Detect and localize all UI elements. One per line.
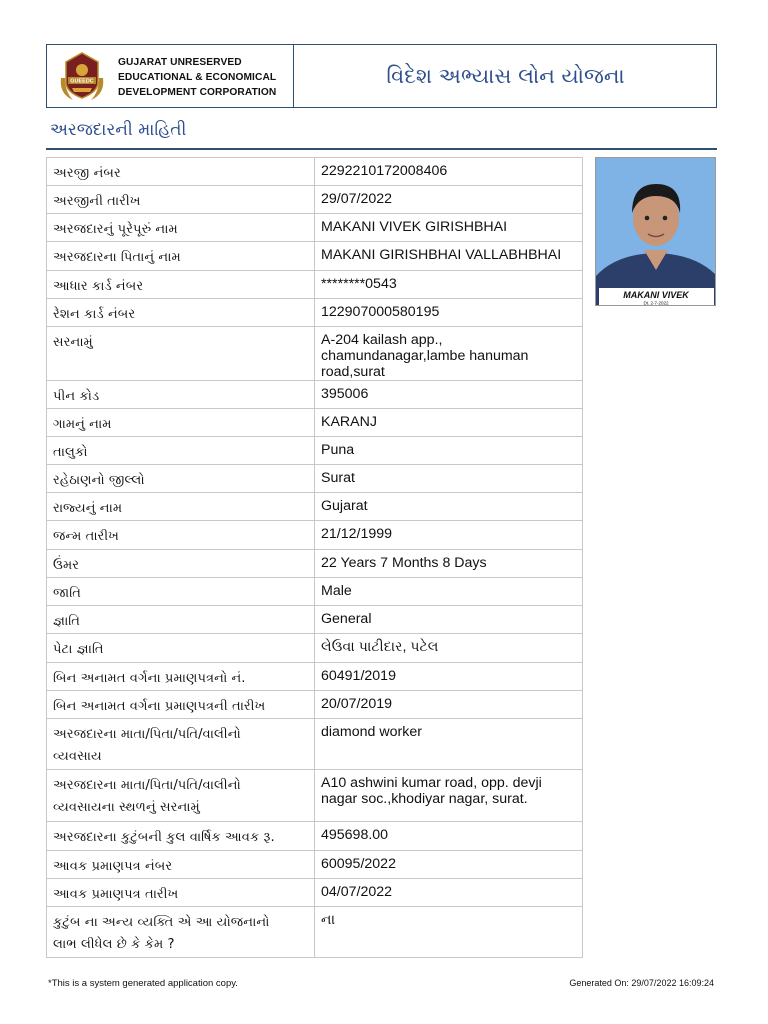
info-row <box>47 822 583 851</box>
info-row <box>47 242 583 271</box>
field-value: લેઉવા પાટીદાર, પટેલ <box>315 634 583 663</box>
field-value: A-204 kailash app., chamundanagar,lambe hanuman road,surat <box>315 327 583 381</box>
field-value: ********0543 <box>315 271 583 299</box>
field-value: A10 ashwini kumar road, opp. devji nagar soc.,khodiyar nagar, surat. <box>315 770 583 822</box>
field-value: MAKANI VIVEK GIRISHBHAI <box>315 214 583 242</box>
field-value: 22 Years 7 Months 8 Days <box>315 550 583 578</box>
field-label: આવક પ્રમાણપત્ર નંબર <box>47 851 315 879</box>
field-label: ગામનું નામ <box>47 409 315 437</box>
field-label: પીન કોડ <box>47 381 315 409</box>
field-value: 04/07/2022 <box>315 879 583 907</box>
footer-generated: Generated On: 29/07/2022 16:09:24 <box>569 978 714 988</box>
field-label: રેશન કાર્ડ નંબર <box>47 299 315 327</box>
info-row <box>47 271 583 299</box>
field-label: આવક પ્રમાણપત્ર તારીખ <box>47 879 315 907</box>
field-label: બિન અનામત વર્ગના પ્રમાણપત્રનો નં. <box>47 663 315 691</box>
field-label: બિન અનામત વર્ગના પ્રમાણપત્રની તારીખ <box>47 691 315 719</box>
info-row <box>47 663 583 691</box>
applicant-info-table <box>46 157 583 958</box>
field-value: 29/07/2022 <box>315 186 583 214</box>
info-row <box>47 299 583 327</box>
scheme-title: વિદેશ અભ્યાસ લોન યોજના <box>386 63 625 88</box>
info-row <box>47 691 583 719</box>
field-label: અરજદારના માતા/પિતા/પતિ/વાલીનો વ્યવસાય <box>47 719 315 770</box>
section-title: અરજદારની માહિતી <box>50 120 187 140</box>
field-label: જાતિ <box>47 578 315 606</box>
info-row <box>47 327 583 381</box>
info-row <box>47 493 583 521</box>
info-row <box>47 851 583 879</box>
info-row <box>47 578 583 606</box>
field-value: MAKANI GIRISHBHAI VALLABHBHAI <box>315 242 583 271</box>
info-row <box>47 437 583 465</box>
field-label: જન્મ તારીખ <box>47 521 315 550</box>
field-value: 122907000580195 <box>315 299 583 327</box>
field-value: Puna <box>315 437 583 465</box>
info-row <box>47 521 583 550</box>
field-value: Surat <box>315 465 583 493</box>
field-label: આધાર કાર્ડ નંબર <box>47 271 315 299</box>
section-divider <box>46 148 717 150</box>
info-row <box>47 465 583 493</box>
info-row <box>47 158 583 186</box>
info-row <box>47 550 583 578</box>
field-label: કુટુંબ ના અન્ય વ્યક્તિ એ આ યોજનાનો લાભ લીધેલ છે કે કેમ ? <box>47 907 315 958</box>
info-row <box>47 770 583 822</box>
field-value: 495698.00 <box>315 822 583 851</box>
field-label: તાલુકો <box>47 437 315 465</box>
field-value: 60491/2019 <box>315 663 583 691</box>
field-value: General <box>315 606 583 634</box>
info-row <box>47 879 583 907</box>
info-row <box>47 719 583 770</box>
field-label: રાજ્યનું નામ <box>47 493 315 521</box>
field-value: diamond worker <box>315 719 583 770</box>
field-label: અરજીની તારીખ <box>47 186 315 214</box>
gueedc-logo-icon <box>55 48 109 104</box>
org-name-line3: DEVELOPMENT CORPORATION <box>118 87 277 98</box>
field-label: પેટા જ્ઞાતિ <box>47 634 315 663</box>
field-value: 60095/2022 <box>315 851 583 879</box>
photo-date: Dt. 2-7-2022 <box>643 300 669 306</box>
logo-text: GUEEDC <box>70 78 94 85</box>
field-value: Gujarat <box>315 493 583 521</box>
field-label: અરજદારનું પૂરેપૂરું નામ <box>47 214 315 242</box>
info-row <box>47 606 583 634</box>
info-row <box>47 186 583 214</box>
info-row <box>47 634 583 663</box>
field-label: અરજદારના માતા/પિતા/પતિ/વાલીનો વ્યવસાયના સ્થળનું સરનામું <box>47 770 315 822</box>
field-label: અરજી નંબર <box>47 158 315 186</box>
field-value: 395006 <box>315 381 583 409</box>
field-value: 21/12/1999 <box>315 521 583 550</box>
info-row <box>47 409 583 437</box>
field-value: KARANJ <box>315 409 583 437</box>
info-row <box>47 214 583 242</box>
org-block <box>47 45 294 107</box>
org-name-line1: GUJARAT UNRESERVED <box>118 57 242 68</box>
document-header <box>46 44 717 108</box>
info-row <box>47 907 583 958</box>
field-label: રહેઠાણનો જીલ્લો <box>47 465 315 493</box>
field-label: જ્ઞાતિ <box>47 606 315 634</box>
applicant-portrait-icon <box>596 158 716 306</box>
org-name-line2: EDUCATIONAL & ECONOMICAL <box>118 72 277 83</box>
field-label: અરજદારના પિતાનું નામ <box>47 242 315 271</box>
field-label: અરજદારના કુટુંબની કુલ વાર્ષિક આવક રૂ. <box>47 822 315 851</box>
field-value: Male <box>315 578 583 606</box>
field-value: 2292210172008406 <box>315 158 583 186</box>
field-value: 20/07/2019 <box>315 691 583 719</box>
footer-note: *This is a system generated application copy. <box>48 978 238 989</box>
photo-caption: MAKANI VIVEK <box>623 290 689 300</box>
field-value: ના <box>315 907 583 958</box>
field-label: સરનામું <box>47 327 315 381</box>
info-row <box>47 381 583 409</box>
org-name <box>118 55 293 100</box>
applicant-photo <box>595 157 716 306</box>
field-label: ઉંમર <box>47 550 315 578</box>
